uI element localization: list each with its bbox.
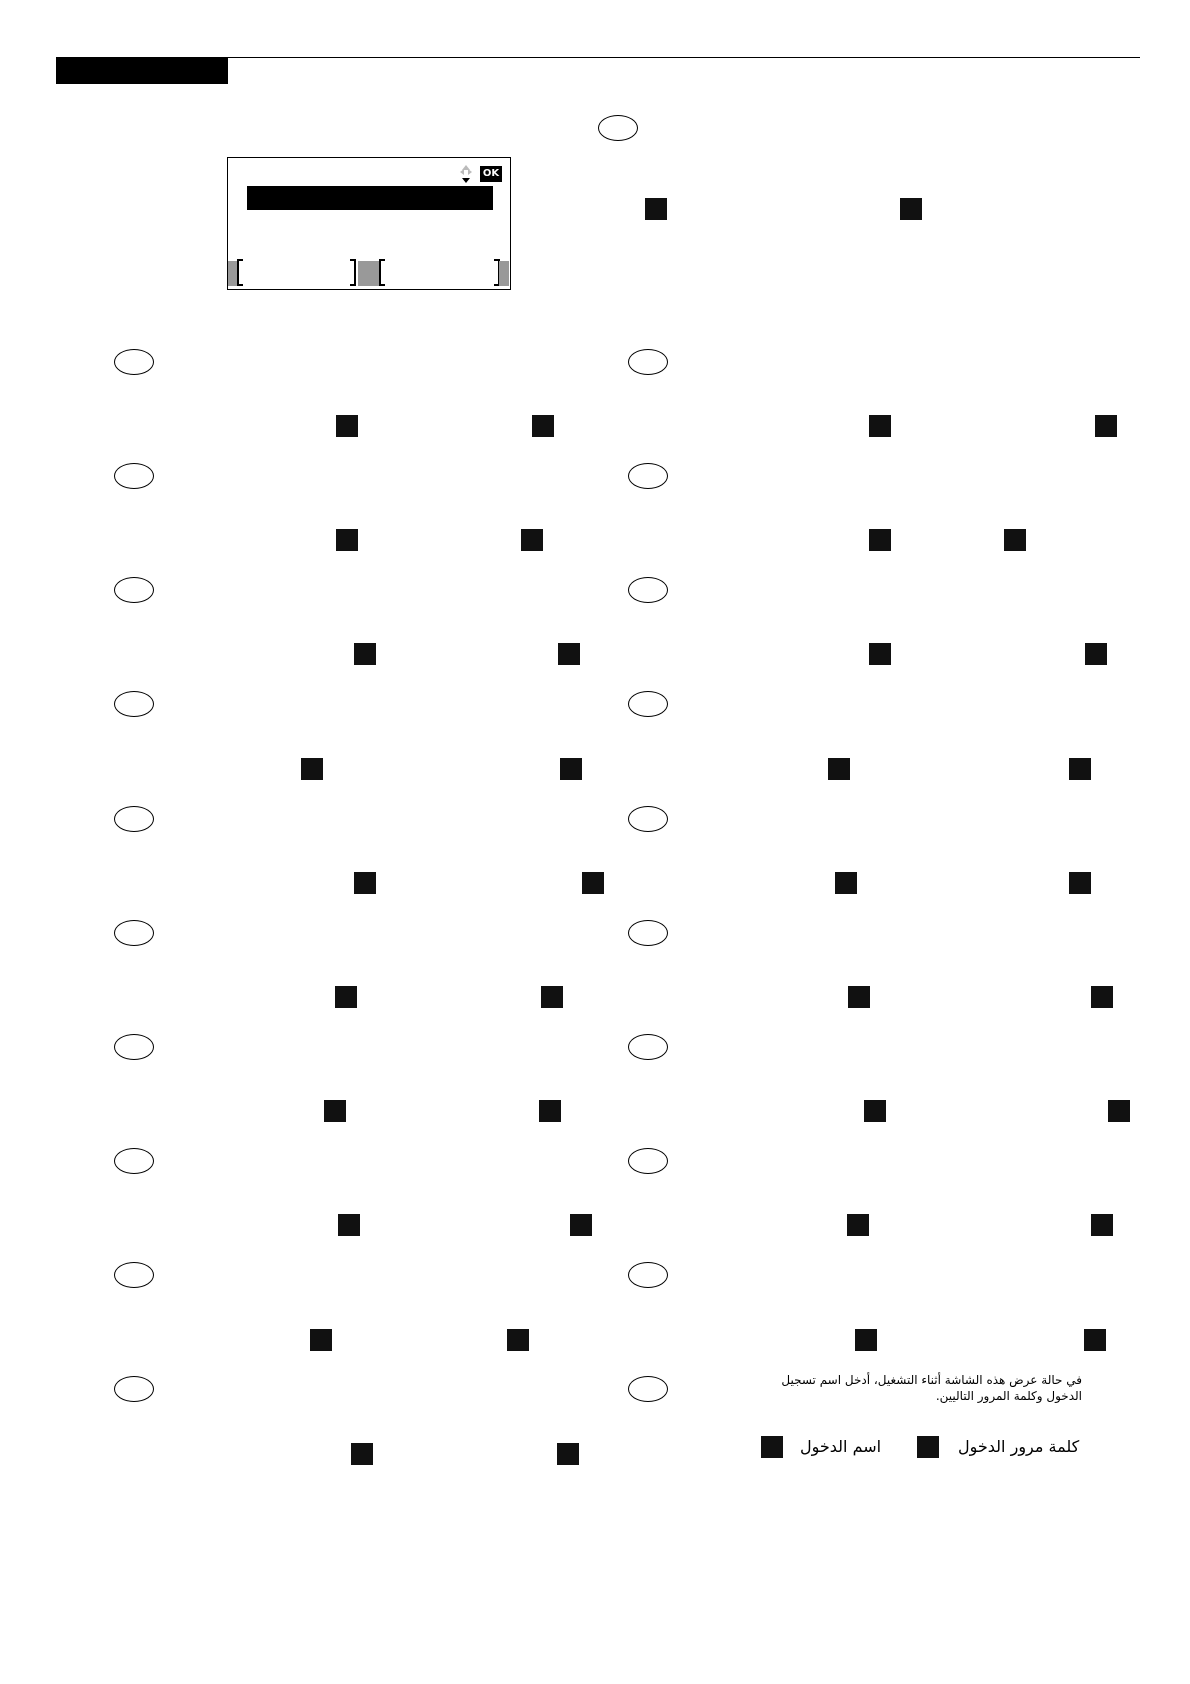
key-square xyxy=(335,986,357,1008)
key-square xyxy=(1091,986,1113,1008)
key-square xyxy=(354,643,376,665)
key-square xyxy=(541,986,563,1008)
key-square xyxy=(338,1214,360,1236)
step-marker-right-10 xyxy=(628,1376,668,1402)
selected-menu-bar xyxy=(247,186,493,210)
login-note-line-1: في حالة عرض هذه الشاشة أثناء التشغيل، أدخل اسم تسجيل xyxy=(781,1373,1082,1387)
step-marker-left-1 xyxy=(114,349,154,375)
operation-panel-screen xyxy=(227,157,511,290)
step-marker-left-8 xyxy=(114,1148,154,1174)
key-square xyxy=(521,529,543,551)
key-square xyxy=(835,872,857,894)
softkey-bracket-left-close xyxy=(350,259,356,286)
key-square xyxy=(558,643,580,665)
key-square xyxy=(336,415,358,437)
login-note xyxy=(760,1372,1082,1404)
step-marker-right-1 xyxy=(628,349,668,375)
key-square xyxy=(869,529,891,551)
key-square xyxy=(351,1443,373,1465)
password-label: كلمة مرور الدخول xyxy=(958,1437,1080,1456)
step-marker-right-8 xyxy=(628,1148,668,1174)
key-square xyxy=(645,198,667,220)
key-square xyxy=(1069,758,1091,780)
login-name-label: اسم الدخول xyxy=(800,1437,882,1456)
softkey-bracket-left-open xyxy=(237,259,243,286)
key-square xyxy=(310,1329,332,1351)
step-marker-left-4 xyxy=(114,691,154,717)
step-marker-left-6 xyxy=(114,920,154,946)
key-square xyxy=(848,986,870,1008)
key-square xyxy=(900,198,922,220)
key-square xyxy=(507,1329,529,1351)
softkey-bracket-right-open xyxy=(379,259,385,286)
step-marker-right-3 xyxy=(628,577,668,603)
softkey-indicator-mid xyxy=(358,261,380,286)
step-marker-right-5 xyxy=(628,806,668,832)
step-marker-left-3 xyxy=(114,577,154,603)
softkey-indicator-right xyxy=(499,261,509,286)
step-marker-left-7 xyxy=(114,1034,154,1060)
key-square xyxy=(828,758,850,780)
key-square xyxy=(864,1100,886,1122)
key-square xyxy=(855,1329,877,1351)
key-square xyxy=(301,758,323,780)
step-marker-right-7 xyxy=(628,1034,668,1060)
key-square xyxy=(869,415,891,437)
key-square xyxy=(570,1214,592,1236)
step-marker-left-10 xyxy=(114,1376,154,1402)
step-marker-right-2 xyxy=(628,463,668,489)
key-square xyxy=(1108,1100,1130,1122)
key-square xyxy=(1095,415,1117,437)
key-square xyxy=(557,1443,579,1465)
header-rule xyxy=(56,57,1140,58)
login-name-square xyxy=(761,1436,783,1458)
key-square xyxy=(1085,643,1107,665)
key-square xyxy=(582,872,604,894)
step-marker-left-2 xyxy=(114,463,154,489)
ok-icon: OK xyxy=(480,166,502,182)
login-note-line-2: الدخول وكلمة المرور التاليين. xyxy=(935,1389,1082,1403)
key-square xyxy=(847,1214,869,1236)
key-square xyxy=(869,643,891,665)
arrow-updown-icon xyxy=(459,164,473,184)
key-square xyxy=(539,1100,561,1122)
step-marker-right-4 xyxy=(628,691,668,717)
key-square xyxy=(1069,872,1091,894)
header-black-tab xyxy=(56,57,228,84)
step-marker-left-9 xyxy=(114,1262,154,1288)
step-marker-left-5 xyxy=(114,806,154,832)
key-square xyxy=(1091,1214,1113,1236)
key-square xyxy=(354,872,376,894)
key-square xyxy=(1084,1329,1106,1351)
step-marker-right-6 xyxy=(628,920,668,946)
key-square xyxy=(1004,529,1026,551)
key-square xyxy=(532,415,554,437)
password-square xyxy=(917,1436,939,1458)
key-square xyxy=(324,1100,346,1122)
key-square xyxy=(560,758,582,780)
key-square xyxy=(336,529,358,551)
step-marker-top xyxy=(598,115,638,141)
step-marker-right-9 xyxy=(628,1262,668,1288)
